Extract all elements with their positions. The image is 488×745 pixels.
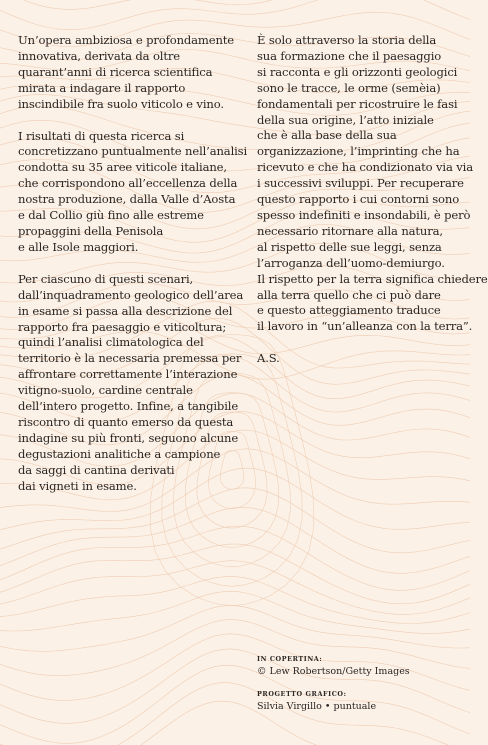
right-column-paragraph: [257, 33, 488, 335]
text-line: si racconta e gli orizzonti geologici: [257, 64, 458, 79]
text-line: condotta su 35 aree viticole italiane,: [18, 160, 227, 175]
text-line: A.S.: [257, 351, 280, 366]
text-line: dai vigneti in esame.: [18, 478, 137, 493]
text-line: Un’opera ambiziosa e profondamente: [18, 33, 235, 47]
text-line: necessario ritornare alla natura,: [257, 223, 443, 238]
text-line: nostra produzione, dalla Valle d’Aosta: [18, 192, 236, 207]
contour-line: [0, 507, 470, 573]
text-line: organizzazione, l’imprinting che ha: [257, 144, 460, 159]
credit-label: IN COPERTINA:: [257, 655, 323, 663]
left-column-paragraph: [18, 271, 244, 495]
text-line: inscindibile fra suolo viticolo e vino.: [18, 96, 224, 111]
contour-line: [0, 526, 470, 590]
contour-line: [0, 606, 470, 652]
text-line: i successivi sviluppi. Per recuperare: [257, 176, 464, 191]
text-line: l’arroganza dell’uomo-demiurgo.: [257, 255, 445, 270]
contour-line: [0, 561, 470, 615]
text-line: innovativa, derivata da oltre: [18, 48, 180, 63]
contour-line: [0, 576, 470, 623]
text-line: da saggi di cantina derivati: [18, 462, 175, 477]
text-line: affrontare correttamente l’interazione: [18, 367, 238, 382]
text-line: vitigno-suolo, cardine centrale: [18, 383, 193, 398]
text-line: sono le tracce, le orme (semèia): [257, 80, 441, 95]
text-line: il lavoro in “un’alleanza con la terra”.: [257, 319, 473, 334]
text-line: dell’intero progetto. Infine, a tangibile: [18, 399, 239, 414]
credit-entry: [257, 688, 410, 713]
text-line: I risultati di questa ricerca si: [18, 128, 185, 143]
contour-line: [0, 0, 470, 9]
text-line: della sua origine, l’atto iniziale: [257, 112, 434, 127]
text-line: indagine su più fronti, seguono alcune: [18, 430, 239, 445]
text-line: rapporto fra paesaggio e viticoltura;: [18, 319, 227, 334]
text-line: ricevuto e che ha condizionato via via: [257, 160, 473, 175]
text-line: riscontro di quanto emerso da questa: [18, 414, 234, 429]
text-line: territorio è la necessaria premessa per: [18, 351, 242, 366]
text-line: e questo atteggiamento traduce: [257, 303, 441, 318]
contour-line: [0, 591, 470, 633]
right-column-paragraph: [257, 351, 451, 367]
text-line: mirata a indagare il rapporto: [18, 80, 186, 95]
text-line: che corrispondono all’eccellenza della: [18, 176, 238, 191]
text-line: È solo attraverso la storia della: [257, 33, 437, 47]
text-line: e dal Collio giù fino alle estreme: [18, 208, 204, 223]
text-line: propaggini della Penisola: [18, 223, 164, 238]
left-text-column: [18, 33, 248, 510]
text-line: degustazioni analitiche a campione: [18, 446, 221, 461]
left-column-paragraph: [18, 33, 235, 113]
text-line: Il rispetto per la terra significa chiedere: [257, 271, 488, 286]
text-line: Per ciascuno di questi scenari,: [18, 271, 194, 286]
text-line: dall’inquadramento geologico dell’area: [18, 287, 244, 302]
credits-block: [257, 653, 410, 723]
text-line: e alle Isole maggiori.: [18, 239, 139, 254]
text-line: spesso indefiniti e insondabili, è però: [257, 207, 471, 222]
text-line: sua formazione che il paesaggio: [257, 48, 442, 63]
text-line: fondamentali per ricostruire le fasi: [257, 96, 458, 111]
text-line: che è alla base della sua: [257, 128, 397, 143]
text-line: in esame si passa alla descrizione del: [18, 303, 233, 318]
credit-value: © Lew Robertson/Getty Images: [257, 666, 410, 677]
left-column-paragraph: [18, 128, 248, 256]
credit-label: PROGETTO GRAFICO:: [257, 690, 347, 698]
text-line: alla terra quello che ci può dare: [257, 287, 441, 302]
right-text-column: [257, 33, 488, 383]
text-line: questo rapporto i cui contorni sono: [257, 192, 460, 207]
text-line: concretizzano puntualmente nell’analisi: [18, 144, 248, 159]
credit-value: Silvia Virgillo • puntuale: [257, 701, 377, 712]
text-line: al rispetto delle sue leggi, senza: [257, 239, 442, 254]
credit-entry: [257, 653, 410, 678]
text-line: quindi l’analisi climatologica del: [18, 335, 204, 350]
text-line: quarant’anni di ricerca scientifica: [18, 64, 213, 79]
